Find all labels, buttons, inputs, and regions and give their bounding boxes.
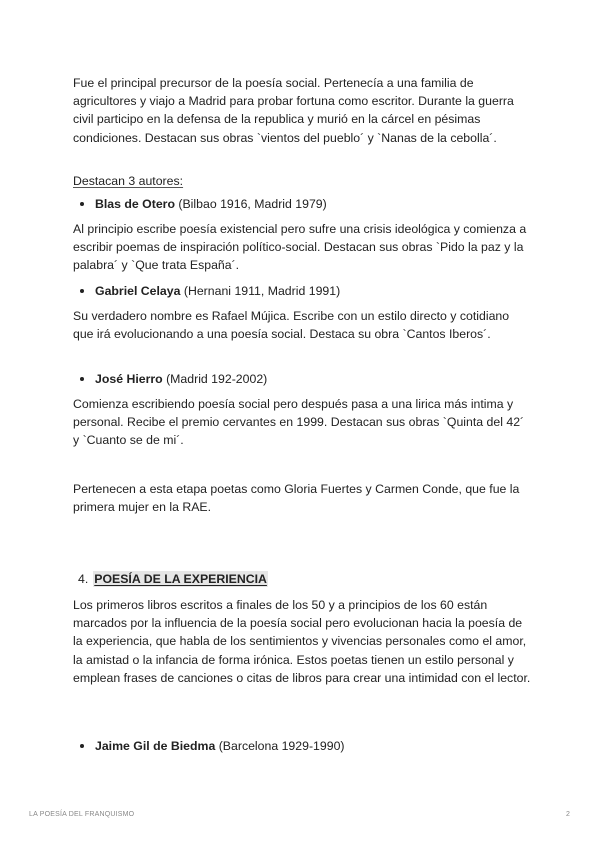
author-description: Su verdadero nombre es Rafael Mújica. Escribe con un estilo directo y cotidiano que irá evolucionando a una poesía social. Destaca su obra `Cantos Iberos´. (73, 309, 510, 342)
bullet-dot (80, 377, 84, 381)
section-heading (78, 570, 268, 588)
author-detail: (Bilbao 1916, Madrid 1979) (174, 197, 327, 211)
footer-title: LA POESÍA DEL FRANQUISMO (29, 811, 135, 818)
section-title: POESÍA DE LA EXPERIENCIA (94, 572, 267, 586)
closing-paragraph: Pertenecen a esta etapa poetas como Gloria Fuertes y Carmen Conde, que fue la primera mujer en la RAE. (73, 482, 520, 515)
author-detail: (Hernani 1911, Madrid 1991) (180, 284, 341, 298)
section-paragraph: Los primeros libros escritos a finales de los 50 y a principios de los 60 están marcados por la influencia de la poesía social pero evolucionan hacia la poesía de la experiencia, que habla de los sentimientos y vivencias personales como el amor, la amistad o la infancia de forma irónica. Estos poetas tienen un estilo personal y emplean frases de canciones o citas de libros para crear una intimidad con el lector. (73, 598, 531, 685)
author-description: Comienza escribiendo poesía social pero después pasa a una lirica más intima y personal. Recibe el premio cervantes en 1999. Destacan sus obras `Quinta del 42´ y `Cuanto se de mi´. (73, 397, 525, 448)
section-number: 4. (78, 572, 89, 586)
bullet-dot (80, 289, 84, 293)
author-detail: (Madrid 192-2002) (162, 372, 268, 386)
author-name: Jaime Gil de Biedma (95, 739, 216, 753)
intro-paragraph: Fue el principal precursor de la poesía social. Pertenecía a una familia de agricultores y viajo a Madrid para probar fortuna como escritor. Durante la guerra civil participo en la defensa de la republica y murió en la cárcel en pésimas condiciones. Destacan sus obras `vientos del pueblo´ y `Nanas de la cebolla´. (73, 76, 514, 145)
author-name: José Hierro (95, 372, 163, 386)
author-description: Al principio escribe poesía existencial pero sufre una crisis ideológica y comienza a escribir poemas de inspiración político-social. Destacan sus obras `Pido la paz y la palabra´ y `Que trata España´. (73, 222, 527, 273)
bullet-dot (80, 202, 84, 206)
author-name: Gabriel Celaya (95, 284, 181, 298)
authors-heading: Destacan 3 autores: (73, 174, 184, 188)
author-detail: (Barcelona 1929-1990) (215, 739, 345, 753)
bullet-dot (80, 744, 84, 748)
page-number: 2 (566, 811, 571, 818)
author-name: Blas de Otero (95, 197, 175, 211)
